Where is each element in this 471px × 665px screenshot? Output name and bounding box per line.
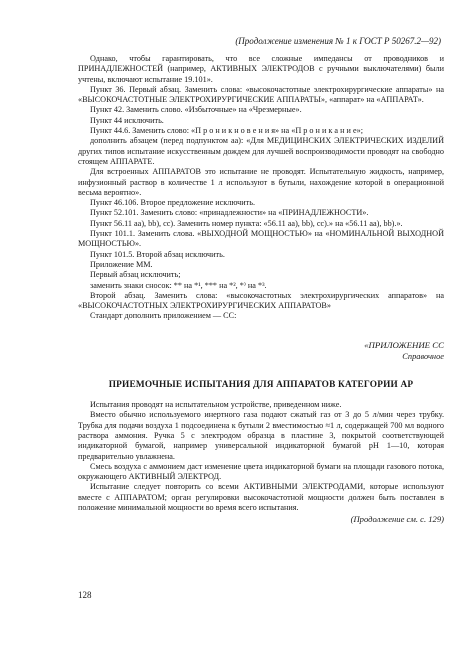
section-paragraph: Смесь воздуха с аммонием даст изменение цвета индикаторной бумаги на площади газового потока, окружающего АКТИВНЫЙ ЭЛЕКТРОД. [78,461,444,482]
running-header: (Продолжение изменения № 1 к ГОСТ Р 50267.2—92) [235,36,441,46]
section-paragraph: Испытание следует повторить со всеми АКТИВНЫМИ ЭЛЕКТРОДАМИ, которые используют вместе с АППАРАТОМ; орган регулировки высокочастотной мощности должен быть поставлен в положение минимальной мощности во время всего испытания. [78,482,444,512]
paragraph: Стандарт дополнить приложением — СС: [90,311,237,321]
paragraph: Первый абзац исключить; [90,270,181,280]
paragraph: Пункт 44 исключить. [90,115,164,125]
paragraph: Пункт 42. Заменить слово. «Избыточные» на «Чрезмерные». [90,105,302,115]
continued-note: (Продолжение см. с. 129) [350,514,444,525]
paragraph: Пункт 46.106. Второе предложение исключить. [90,198,255,208]
paragraph: Пункт 44.6. Заменить слово: «П р о н и к н о в е н и я» на «П р о н и к а н и е»; [90,126,363,136]
appendix-heading [78,340,444,362]
paragraph: Однако, чтобы гарантировать, что все сложные импедансы от проводников и ПРИНАДЛЕЖНОСТЕЙ (например, АКТИВНЫХ ЭЛЕКТРОДОВ с ручными выключателями) были учтены, включают испытание 19.101». [78,54,444,84]
paragraph: Приложение ММ. [90,259,153,269]
paragraph: Второй абзац. Заменить слова: «высокочастотных электрохирургических аппаратов» на «ВЫСОКОЧАСТОТНЫХ ЭЛЕКТРОХИРУРГИЧЕСКИХ АППАРАТОВ» [78,290,444,311]
section-title: ПРИЕМОЧНЫЕ ИСПЫТАНИЯ ДЛЯ АППАРАТОВ КАТЕГОРИИ АР [108,379,414,390]
page-body [78,54,444,525]
appendix-sublabel: Справочное [402,351,444,361]
appendix-label: «ПРИЛОЖЕНИЕ СС [364,339,444,350]
paragraph: дополнить абзацем (перед подпунктом аа): «Для МЕДИЦИНСКИХ ЭЛЕКТРИЧЕСКИХ ИЗДЕЛИЙ других типов испытание искусственным дождем для лучшей воспроизводимости проводят на свободно стоящем АППАРАТЕ. [78,136,444,166]
section-paragraph: Испытания проводят на испытательном устройстве, приведенном ниже. [90,400,342,410]
paragraph: заменить знаки сносок: ** на *¹, *** на *², *⁾ на *³. [90,280,267,290]
paragraph: Пункт 36. Первый абзац. Заменить слова: «высокочастотные электрохирургические аппараты» на «ВЫСОКОЧАСТОТНЫЕ ЭЛЕКТРОХИРУРГИЧЕСКИЕ АППАРАТЫ», «аппарат» на «АППАРАТ». [78,84,444,105]
paragraph: Пункт 56.11 аа), bb), cc). Заменить номер пункта: «56.11 аа), bb), cc).» на «56.11 aa), bb).». [90,218,403,228]
paragraph: Пункт 101.1. Заменить слова. «ВЫХОДНОЙ МОЩНОСТЬЮ» на «НОМИНАЛЬНОЙ ВЫХОДНОЙ МОЩНОСТЬЮ». [78,229,444,249]
section-paragraph: Вместо обычно используемого инертного газа подают сжатый газ от 3 до 5 л/мин через трубку. Трубка для подачи воздуха 1 подсоединена к бутыли 2 вместимостью ≈1 л, содержащей 700 мл водного раствора аммония. Ручка 5 с электродом образца в пластине 3, покрытой соответствующей индикаторной бумагой, например универсальной индикаторной бумагой pH 1—10, которая предварительно увлажнена. [78,410,444,461]
paragraph: Для встроенных АППАРАТОВ это испытание не проводят. Испытательную жидкость, например, инфузионный раствор в количестве 1 л используют в бутыли, нахождение которой в операционной весьма вероятно». [78,167,444,197]
page-number: 128 [78,590,92,600]
paragraph: Пункт 52.101. Заменить слово: «принадлежности» на «ПРИНАДЛЕЖНОСТИ». [90,208,369,218]
paragraph: Пункт 101.5. Второй абзац исключить. [90,249,225,259]
